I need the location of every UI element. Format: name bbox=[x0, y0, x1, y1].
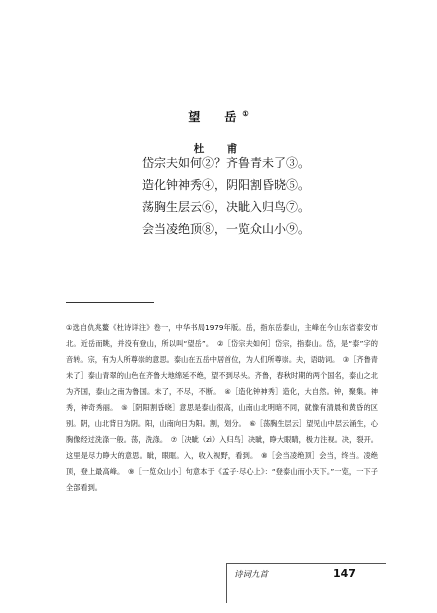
poem-line: 岱宗夫如何②？齐鲁青未了③。 bbox=[142, 156, 311, 170]
poem-author: 杜 甫 bbox=[193, 143, 244, 155]
footnote-divider bbox=[66, 302, 154, 303]
section-name: 诗词九首 bbox=[234, 570, 269, 580]
poem-title-text: 望 岳 bbox=[188, 110, 243, 124]
poem-line: 会当凌绝顶⑧，一览众山小⑨。 bbox=[142, 222, 311, 236]
poem-body bbox=[142, 152, 362, 240]
footer-vertical-rule bbox=[226, 563, 227, 603]
title-footnote-marker: ① bbox=[242, 109, 249, 118]
page-number: 147 bbox=[333, 567, 356, 580]
poem-title bbox=[0, 108, 437, 125]
footer-rule bbox=[226, 563, 386, 564]
poem-line: 荡胸生层云⑥，决眦入归鸟⑦。 bbox=[142, 200, 311, 214]
footnotes: ①选自仇兆鳌《杜诗详注》卷一，中华书局1979年版。岳，指东岳泰山，主峰在今山东省泰安市北。近岳而眺，并没有登山，所以叫“望岳”。 ②［岱宗夫如何］岱宗，指泰山。岱，是“泰”字的音转。宗，有为人所尊崇的意思。泰山在五岳中居首位，为人们所尊崇。夫，语助词。 ③［齐鲁青未了］泰山青翠的山色在齐鲁大地绵延不绝，望不到尽头。齐鲁，春秋时期的两个国名，泰山之北为齐国，泰山之南为鲁国。未了，不尽，不断。 ④［造化钟神秀］造化，大自然。钟，聚集。神秀，神奇秀丽。 ⑤［阴阳割昏晓］意思是泰山很高，山南山北明暗不同，就像有清晨和黄昏的区别。阴，山北背日为阴。阳，山南向日为阳。割，划分。 ⑥［荡胸生层云］望见山中层云涌生，心胸像经过洗涤一般。荡，洗涤。 ⑦［决眦（zì）入归鸟］决眦，睁大眼睛，极力注视。决，裂开。这里是尽力睁大的意思。眦，眼眶。入，收入视野，看到。 ⑧［会当凌绝顶］会当，终当。凌绝顶，登上最高峰。 ⑨［一览众山小］句意本于《孟子·尽心上》：“登泰山而小天下。”一览，一下子全部看到。 bbox=[66, 323, 378, 492]
poem-line: 造化钟神秀④，阴阳割昏晓⑤。 bbox=[142, 178, 311, 192]
